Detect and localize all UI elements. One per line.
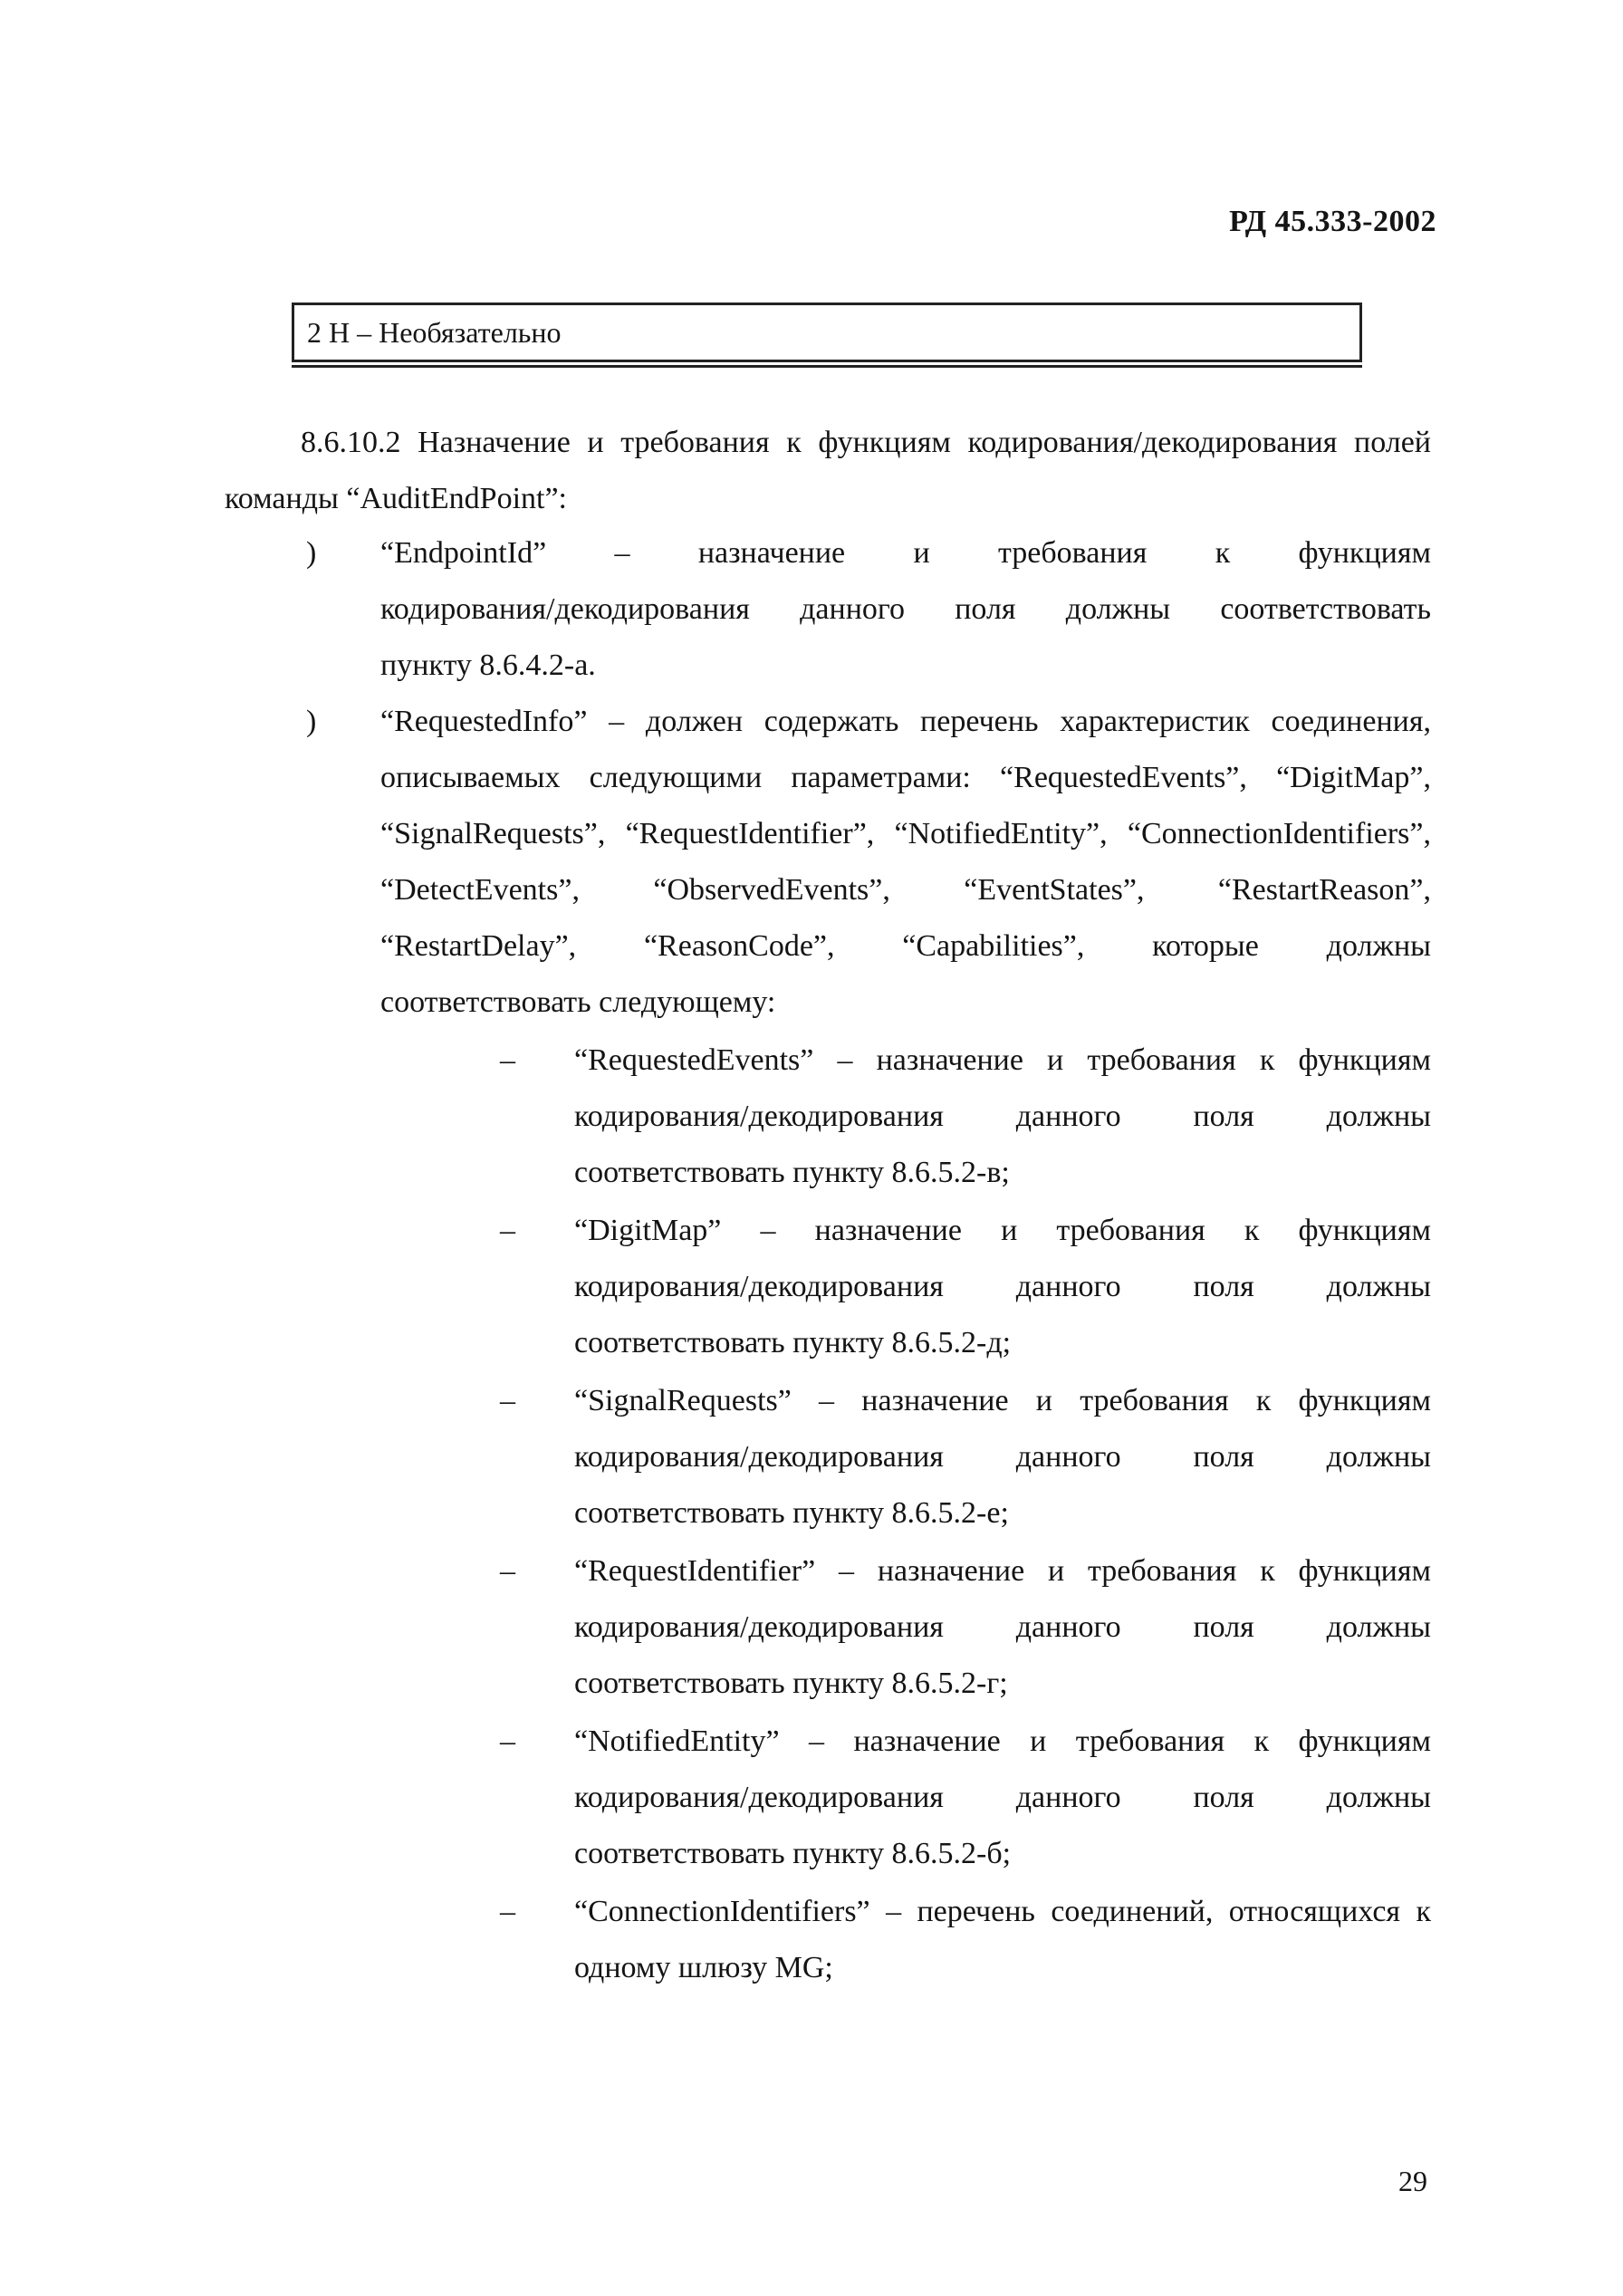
item-line: “RestartDelay”, “ReasonCode”, “Capabilities”, которые должны <box>380 929 1431 963</box>
sub-item-line: соответствовать пункту 8.6.5.2-д; <box>574 1326 1012 1359</box>
item-line: “DetectEvents”, “ObservedEvents”, “EventStates”, “RestartReason”, <box>380 873 1431 907</box>
sub-item-notifiedentity <box>574 1714 1431 1882</box>
item-line: “SignalRequests”, “RequestIdentifier”, “NotifiedEntity”, “ConnectionIdentifiers”, <box>380 817 1431 850</box>
sub-item-line: соответствовать пункту 8.6.5.2-в; <box>574 1156 1010 1189</box>
item-line: “EndpointId” – назначение и требования к функциям <box>380 536 1431 570</box>
sub-item-marker: – <box>500 1214 515 1247</box>
intro-line-1: 8.6.10.2 Назначение и требования к функциям кодирования/декодирования полей <box>301 426 1431 459</box>
sub-item-connectionidentifiers <box>574 1884 1431 1996</box>
sub-item-line: “SignalRequests” – назначение и требования к функциям <box>574 1384 1431 1417</box>
sub-item-marker: – <box>500 1043 515 1077</box>
sub-item-signalrequests <box>574 1373 1431 1542</box>
sub-item-line: “NotifiedEntity” – назначение и требования к функциям <box>574 1724 1431 1758</box>
sub-item-line: одному шлюзу MG; <box>574 1951 833 1984</box>
sub-item-digitmap <box>574 1203 1431 1371</box>
sub-item-requestedevents <box>574 1033 1431 1201</box>
sub-item-line: “RequestedEvents” – назначение и требования к функциям <box>574 1043 1431 1077</box>
document-code: РД 45.333-2002 <box>1229 205 1436 238</box>
item-line: пункту 8.6.4.2-а. <box>380 648 596 682</box>
sub-item-line: соответствовать пункту 8.6.5.2-г; <box>574 1667 1008 1700</box>
intro-line-2: команды “AuditEndPoint”: <box>225 482 568 515</box>
intro-paragraph <box>225 415 1431 527</box>
sub-item-requestidentifier <box>574 1543 1431 1712</box>
sub-item-line: кодирования/декодирования данного поля должны <box>574 1610 1431 1644</box>
sub-item-line: кодирования/декодирования данного поля должны <box>574 1100 1431 1133</box>
item-line: “RequestedInfo” – должен содержать перечень характеристик соединения, <box>380 705 1431 738</box>
list-item-endpointid <box>380 525 1431 694</box>
item-line: соответствовать следующему: <box>380 985 776 1019</box>
note-text: 2 Н – Необязательно <box>307 316 562 349</box>
sub-item-line: “RequestIdentifier” – назначение и требования к функциям <box>574 1554 1431 1588</box>
sub-item-line: кодирования/декодирования данного поля должны <box>574 1270 1431 1303</box>
sub-item-marker: – <box>500 1895 515 1928</box>
list-item-requestedinfo <box>380 694 1431 1031</box>
sub-item-line: кодирования/декодирования данного поля должны <box>574 1440 1431 1474</box>
sub-item-line: кодирования/декодирования данного поля должны <box>574 1781 1431 1814</box>
page-number: 29 <box>1398 2165 1427 2197</box>
sub-item-marker: – <box>500 1724 515 1758</box>
item-line: описываемых следующими параметрами: “RequestedEvents”, “DigitMap”, <box>380 761 1431 794</box>
sub-item-marker: – <box>500 1384 515 1417</box>
sub-item-line: “ConnectionIdentifiers” – перечень соединений, относящихся к <box>574 1895 1431 1928</box>
note-box <box>292 303 1362 362</box>
item-marker: ) <box>306 705 317 738</box>
sub-item-line: соответствовать пункту 8.6.5.2-е; <box>574 1496 1009 1530</box>
sub-item-marker: – <box>500 1554 515 1588</box>
item-line: кодирования/декодирования данного поля должны соответствовать <box>380 592 1431 626</box>
sub-item-line: соответствовать пункту 8.6.5.2-б; <box>574 1837 1012 1870</box>
item-marker: ) <box>306 536 317 570</box>
sub-item-line: “DigitMap” – назначение и требования к функциям <box>574 1214 1431 1247</box>
